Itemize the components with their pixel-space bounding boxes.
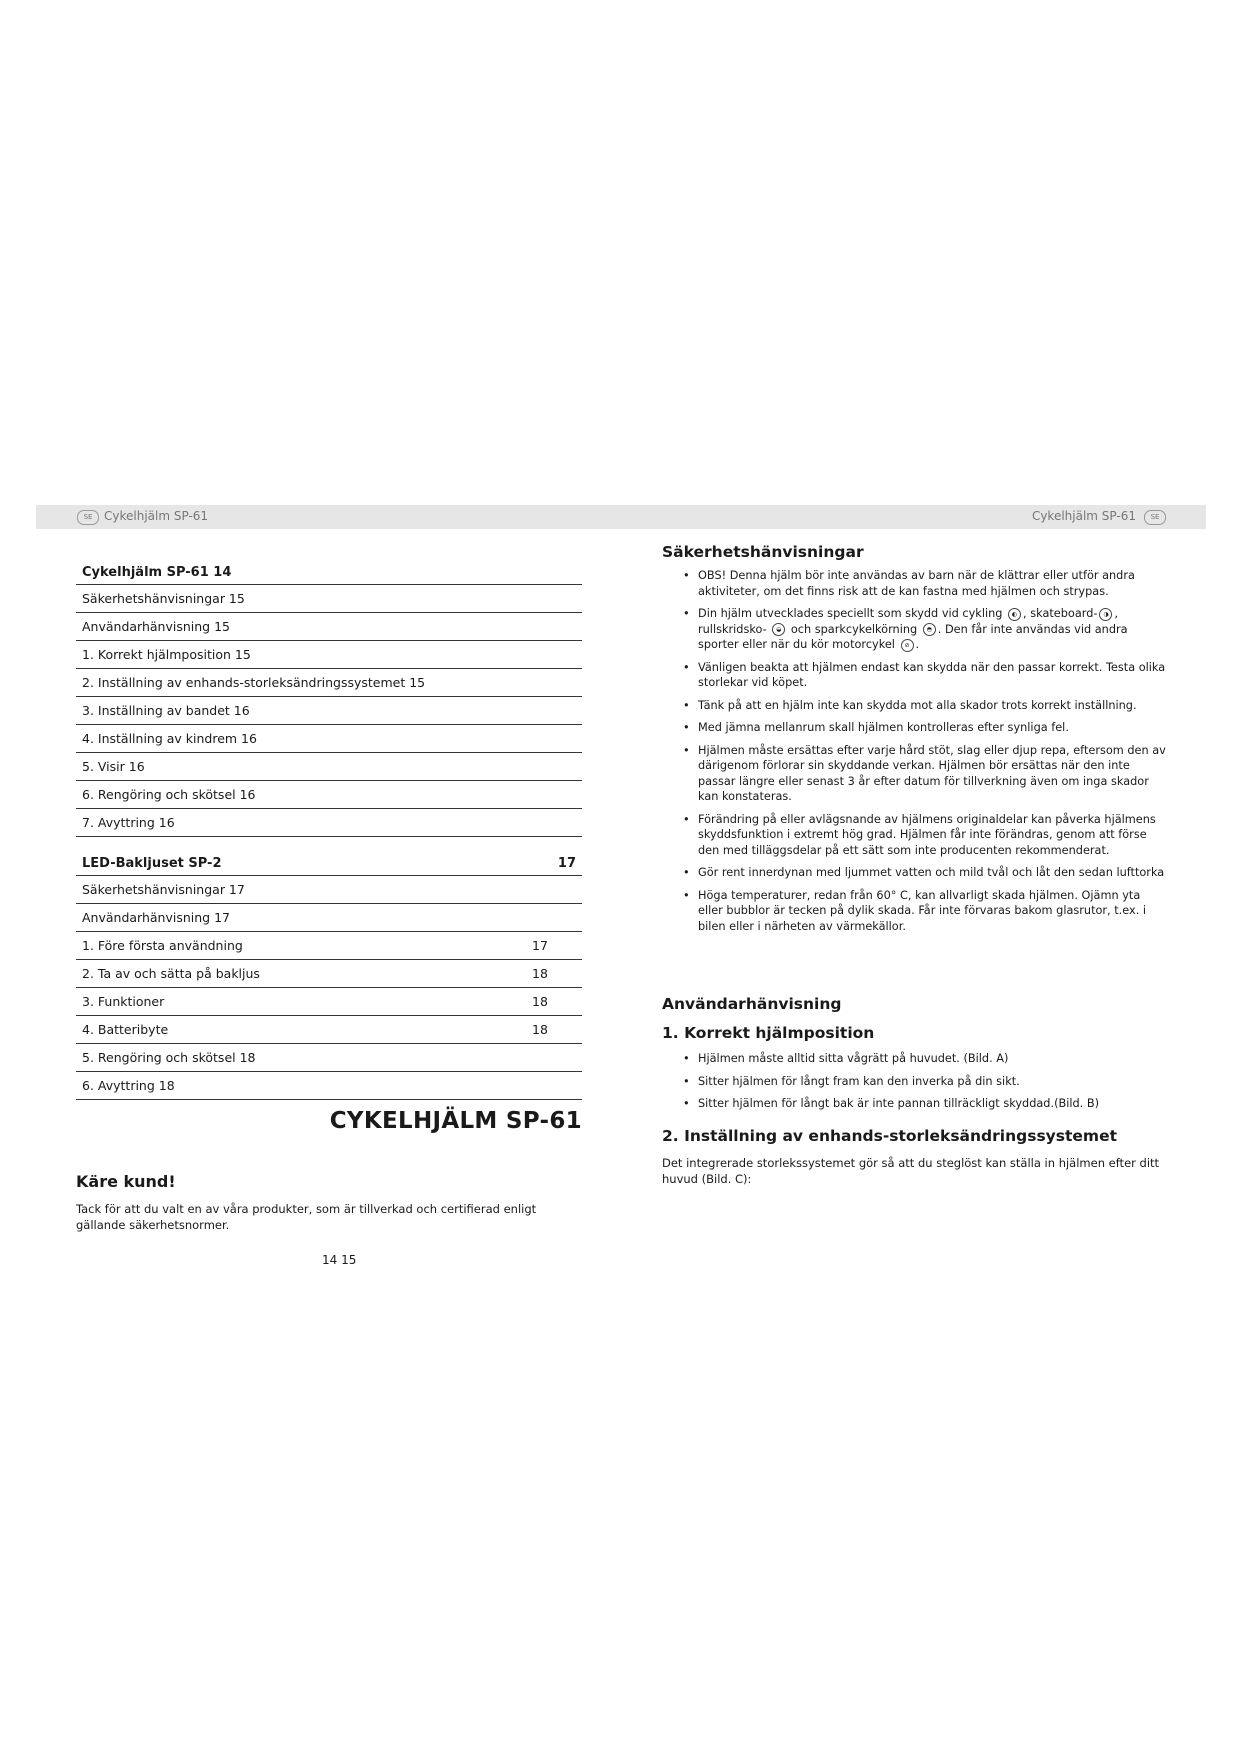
toc-section-page: 17 (557, 856, 576, 871)
toc-row: 6. Avyttring 18 (76, 1072, 582, 1100)
toc-row: 1. Före första användning 17 (76, 932, 582, 960)
greeting-heading: Käre kund! (76, 1172, 176, 1191)
toc-section-title (76, 853, 582, 876)
toc-section-label: LED-Bakljuset SP-2 (82, 856, 222, 871)
list-item: • OBS! Denna hjälm bör inte användas av barn när de klättrar eller utför andra aktiviteter, om det finns risk att de kan fastna med hjälmen och strypas. (678, 568, 1168, 599)
list-item: • Tänk på att en hjälm inte kan skydda mot alla skador trots korrekt inställning. (678, 698, 1168, 714)
sizing-paragraph: Det integrerade storlekssystemet gör så att du steglöst kan ställa in hjälmen efter ditt huvud (Bild. C): (662, 1156, 1160, 1186)
toc-row: 3. Inställning av bandet 16 (76, 697, 582, 725)
list-item: • Hjälmen måste ersättas efter varje hård stöt, slag eller djup repa, eftersom den av därigenom förlorar sin skyddande verkan. Hjälmen bör ersättas när den inte passar längre eller senast 3 år efter datum för tillverkning även om inga skador kan konstateras. (678, 743, 1168, 805)
section-2-heading: 2. Inställning av enhands-storleksändringssystemet (662, 1127, 1117, 1145)
rollerskate-icon: ◒ (772, 623, 785, 636)
list-item: • Med jämna mellanrum skall hjälmen kontrolleras efter synliga fel. (678, 720, 1168, 736)
toc-row: 1. Korrekt hjälmposition 15 (76, 641, 582, 669)
toc-row: Användarhänvisning 15 (76, 613, 582, 641)
toc-row: 2. Ta av och sätta på bakljus 18 (76, 960, 582, 988)
page-numbers: 14 15 (322, 1253, 357, 1267)
toc-row: 3. Funktioner 18 (76, 988, 582, 1016)
list-item: • Sitter hjälmen för långt bak är inte pannan tillräckligt skyddad.(Bild. B) (678, 1096, 1168, 1112)
header-right-title: Cykelhjälm SP-61 (1031, 509, 1136, 523)
toc-row: 5. Visir 16 (76, 753, 582, 781)
list-item: • Sitter hjälmen för långt fram kan den inverka på din sikt. (678, 1074, 1168, 1090)
toc-row: 4. Batteribyte 18 (76, 1016, 582, 1044)
country-flag-icon: SE (77, 510, 99, 525)
position-list (678, 1051, 1168, 1119)
thanks-paragraph: Tack för att du valt en av våra produkter, som är tillverkad och certifierad enligt gällande säkerhetsnormer. (76, 1202, 537, 1232)
toc-row: 2. Inställning av enhands-storleksändringssystemet 15 (76, 669, 582, 697)
header-band (36, 505, 1206, 529)
safety-heading: Säkerhetshänvisningar (662, 543, 864, 561)
list-item: • Höga temperaturer, redan från 60° C, kan allvarligt skada hjälmen. Ojämn yta eller bubblor är tecken på dylik skada. Får inte förvaras bakom glasrutor, t.ex. i bilen eller i närheten av värmekällor. (678, 888, 1168, 935)
list-item: • Hjälmen måste alltid sitta vågrätt på huvudet. (Bild. A) (678, 1051, 1168, 1067)
usage-heading: Användarhänvisning (662, 995, 842, 1013)
product-title: CYKELHJÄLM SP-61 (329, 1108, 582, 1134)
list-item: • Vänligen beakta att hjälmen endast kan skydda när den passar korrekt. Testa olika storlekar vid köpet. (678, 660, 1168, 691)
safety-list (678, 568, 1168, 941)
toc-row: 4. Inställning av kindrem 16 (76, 725, 582, 753)
motorcycle-forbidden-icon: ⊘ (901, 639, 914, 652)
toc-section-title: Cykelhjälm SP-61 14 (76, 562, 582, 585)
list-item: • Gör rent innerdynan med ljummet vatten och mild tvål och låt den sedan lufttorka (678, 865, 1168, 881)
country-flag-icon: SE (1144, 510, 1166, 525)
toc-row: Säkerhetshänvisningar 17 (76, 876, 582, 904)
skateboard-icon: ◑ (1099, 608, 1112, 621)
toc-row: 7. Avyttring 16 (76, 809, 582, 837)
cycling-icon: ◐ (1008, 608, 1021, 621)
list-item: • Din hjälm utvecklades speciellt som skydd vid cykling ◐ , skateboard- ◑ , rullskridsko- ◒ och sparkcykelkörning ◓ . Den får inte användas vid andra sporter eller när du kör motorcykel ⊘ . (678, 606, 1168, 653)
toc-row: 5. Rengöring och skötsel 18 (76, 1044, 582, 1072)
section-1-heading: 1. Korrekt hjälmposition (662, 1024, 875, 1042)
toc-row: Användarhänvisning 17 (76, 904, 582, 932)
list-item: • Förändring på eller avlägsnande av hjälmens originaldelar kan påverka hjälmens skyddsfunktion i extremt hög grad. Hjälmen får inte förändras, genom att förse den med tilläggsdelar på ett sätt som inte producenten rekommenderat. (678, 812, 1168, 859)
toc-row: 6. Rengöring och skötsel 16 (76, 781, 582, 809)
toc-row: Säkerhetshänvisningar 15 (76, 585, 582, 613)
table-of-contents (76, 562, 582, 1100)
scooter-icon: ◓ (923, 623, 936, 636)
header-left-title: Cykelhjälm SP-61 (104, 509, 209, 523)
